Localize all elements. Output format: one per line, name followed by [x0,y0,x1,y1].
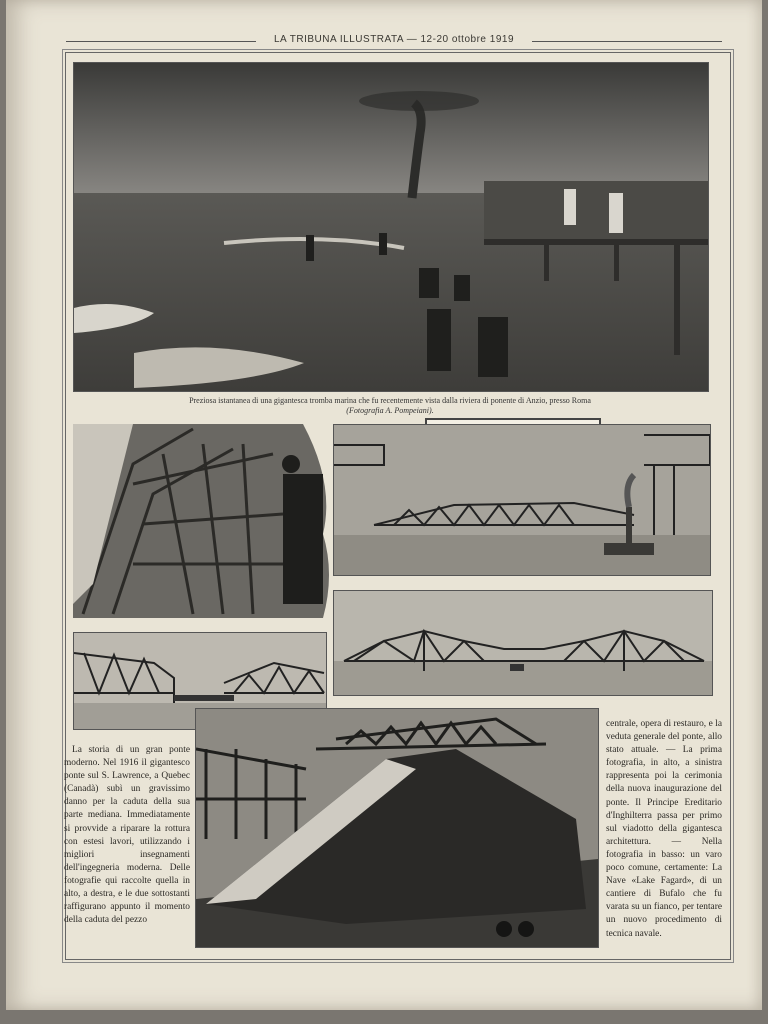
bridge-ceremony-photo [73,424,331,618]
bridge-general-view-photo [333,590,713,696]
article-text-right: centrale, opera di restauro, e la veduta generale del ponte, allo stato attuale. — La prima fotografia, in alto, a sinistra rappresenta poi la cerimonia della nuova inaugurazione del ponte. Il Principe Ereditario d'Inghilterra passa per primo sul viadotto della gigantesca architettura. — Nella fotografia in basso: un varo poco comune, certamente: La Nave «Lake Fagard», di un cantiere di Bufalo che fu varata su un fianco, per tentare un nuovo procedimento di tecnica navale. [606,719,722,939]
caption-credit: (Fotografia A. Pompeiani). [346,406,434,415]
caption-text: Preziosa istantanea di una gigantesca tromba marina che fu recentemente vista dalla riviera di ponente di Anzio, presso Roma [189,396,591,405]
page-header [66,34,722,50]
header-rule-right [532,41,722,42]
ship-launch-photo [195,708,599,948]
article-text-left: La storia di un gran ponte moderno. Nel 1916 il gigantesco ponte sul S. Lawrence, a Quebec (Canadà) subì un gravissimo danno per la caduta della sua parte mediana. Immediatamente si provvide a riparare la rottura con estesi lavori, utilizzando i migliori insegnamenti dell'ingegneria moderna. Delle fotografie qui raccolte quella in alto, a destra, e le due sottostanti raffigurano appunto il momento della caduta del pezzo [64,745,190,926]
header-rule-left [66,41,256,42]
header-title: LA TRIBUNA ILLUSTRATA — 12-20 ottobre 1919 [274,34,514,45]
bridge-collapse-photo [333,424,711,576]
top-photo-caption [74,396,706,416]
waterspout-photo [73,62,709,392]
